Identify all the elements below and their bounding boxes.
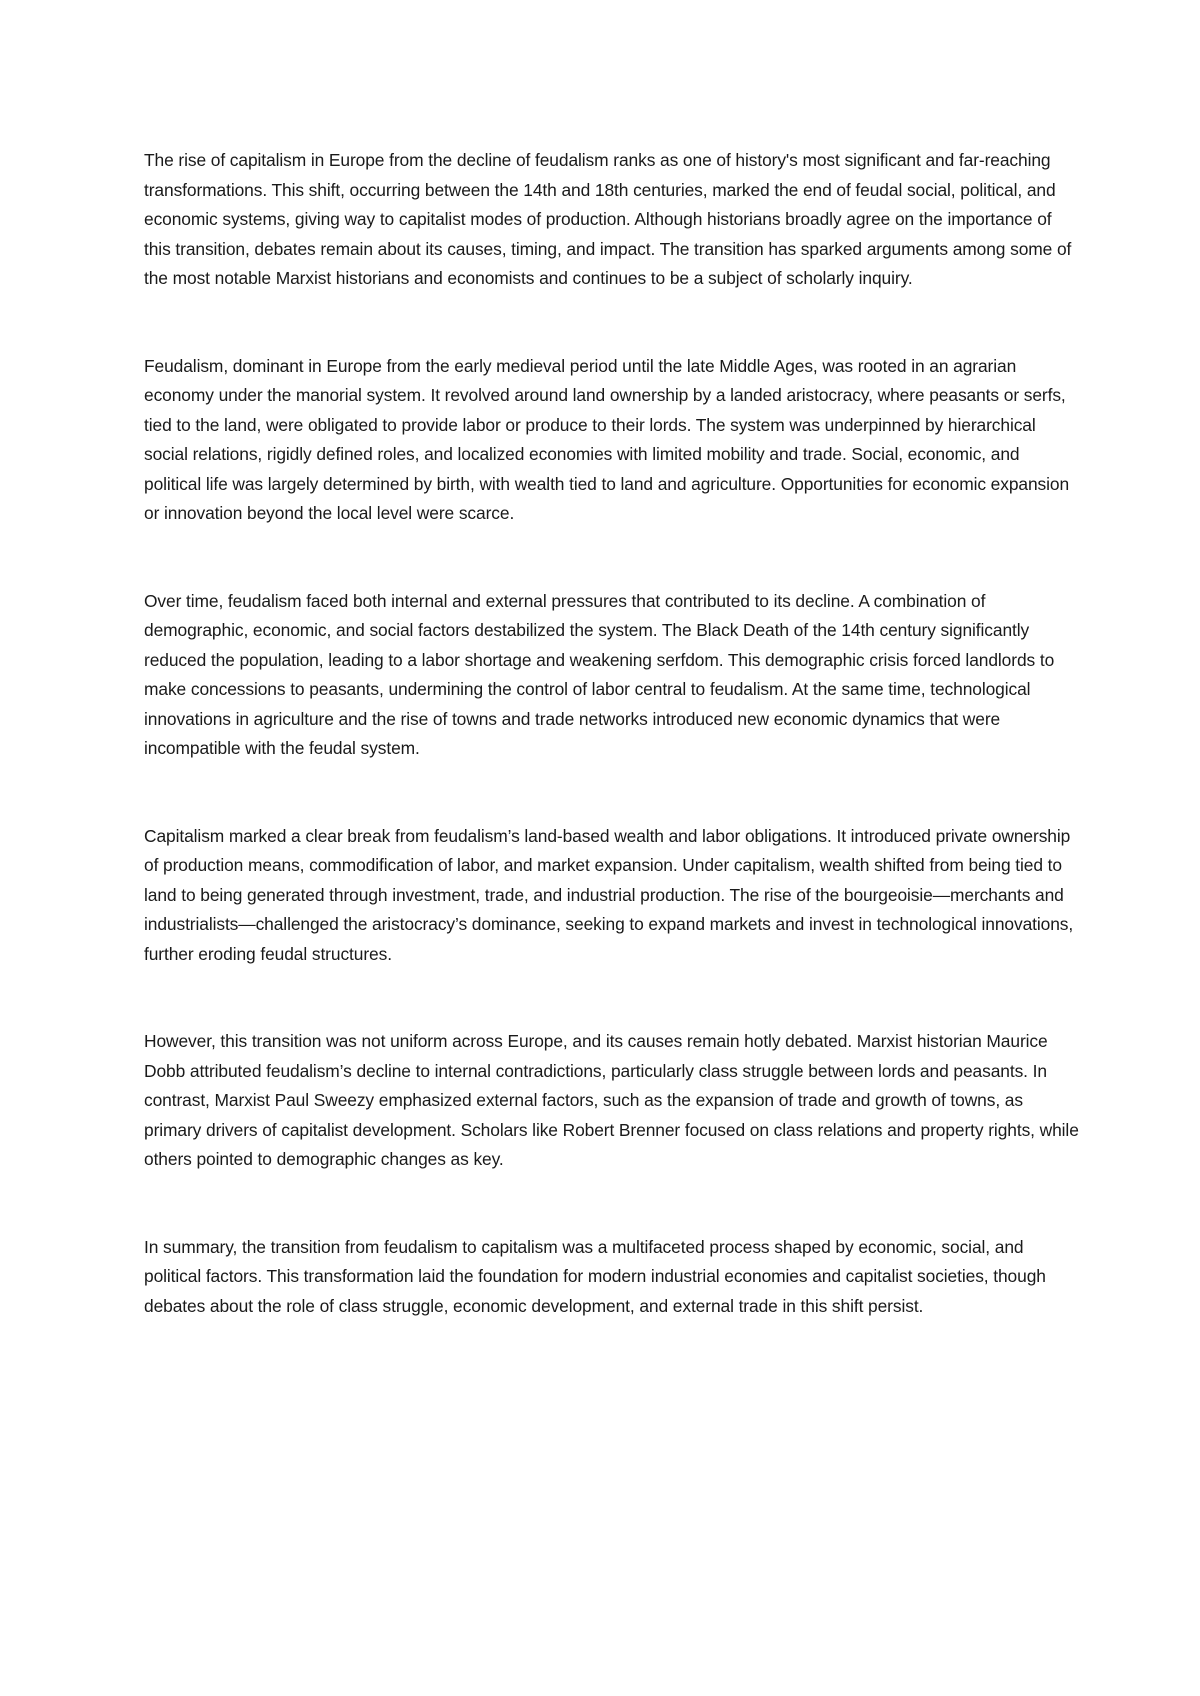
paragraph-decline: Over time, feudalism faced both internal and external pressures that contributed to its decline. A combination of demographic, economic, and social factors destabilized the system. The Black Death of the 14th century significantly reduced the population, leading to a labor shortage and weakening serfdom. This demographic crisis forced landlords to make concessions to peasants, undermining the control of labor central to feudalism. At the same time, technological innovations in agriculture and the rise of towns and trade networks introduced new economic dynamics that were incompatible with the feudal system. (144, 590, 1055, 758)
paragraph-summary: In summary, the transition from feudalism to capitalism was a multifaceted process shaped by economic, social, and political factors. This transformation laid the foundation for modern industrial economies and capitalist societies, though debates about the role of class struggle, economic development, and external trade in this shift persist. (144, 1236, 1046, 1316)
paragraph-debate: However, this transition was not uniform across Europe, and its causes remain hotly debated. Marxist historian Maurice Dobb attributed feudalism’s decline to internal contradictions, particularly class struggle between lords and peasants. In contrast, Marxist Paul Sweezy emphasized external factors, such as the expansion of trade and growth of towns, as primary drivers of capitalist development. Scholars like Robert Brenner focused on class relations and property rights, while others pointed to demographic changes as key. (144, 1031, 1079, 1169)
paragraph-capitalism: Capitalism marked a clear break from feudalism’s land-based wealth and labor obligations. It introduced private ownership of production means, commodification of labor, and market expansion. Under capitalism, wealth shifted from being tied to land to being generated through investment, trade, and industrial production. The rise of the bourgeoisie—merchants and industrialists—challenged the aristocracy’s dominance, seeking to expand markets and invest in technological innovations, further eroding feudal structures. (144, 825, 1074, 964)
document-body (144, 146, 1079, 1379)
paragraph-feudalism: Feudalism, dominant in Europe from the early medieval period until the late Middle Ages, was rooted in an agrarian economy under the manorial system. It revolved around land ownership by a landed aristocracy, where peasants or serfs, tied to the land, were obligated to provide labor or produce to their lords. The system was underpinned by hierarchical social relations, rigidly defined roles, and localized economies with limited mobility and trade. Social, economic, and political life was largely determined by birth, with wealth tied to land and agriculture. Opportunities for economic expansion or innovation beyond the local level were scarce. (144, 355, 1070, 523)
paragraph-intro: The rise of capitalism in Europe from the decline of feudalism ranks as one of history's most significant and far-reaching transformations. This shift, occurring between the 14th and 18th centuries, marked the end of feudal social, political, and economic systems, giving way to capitalist modes of production. Although historians broadly agree on the importance of this transition, debates remain about its causes, timing, and impact. The transition has sparked arguments among some of the most notable Marxist historians and economists and continues to be a subject of scholarly inquiry. (144, 150, 1072, 288)
